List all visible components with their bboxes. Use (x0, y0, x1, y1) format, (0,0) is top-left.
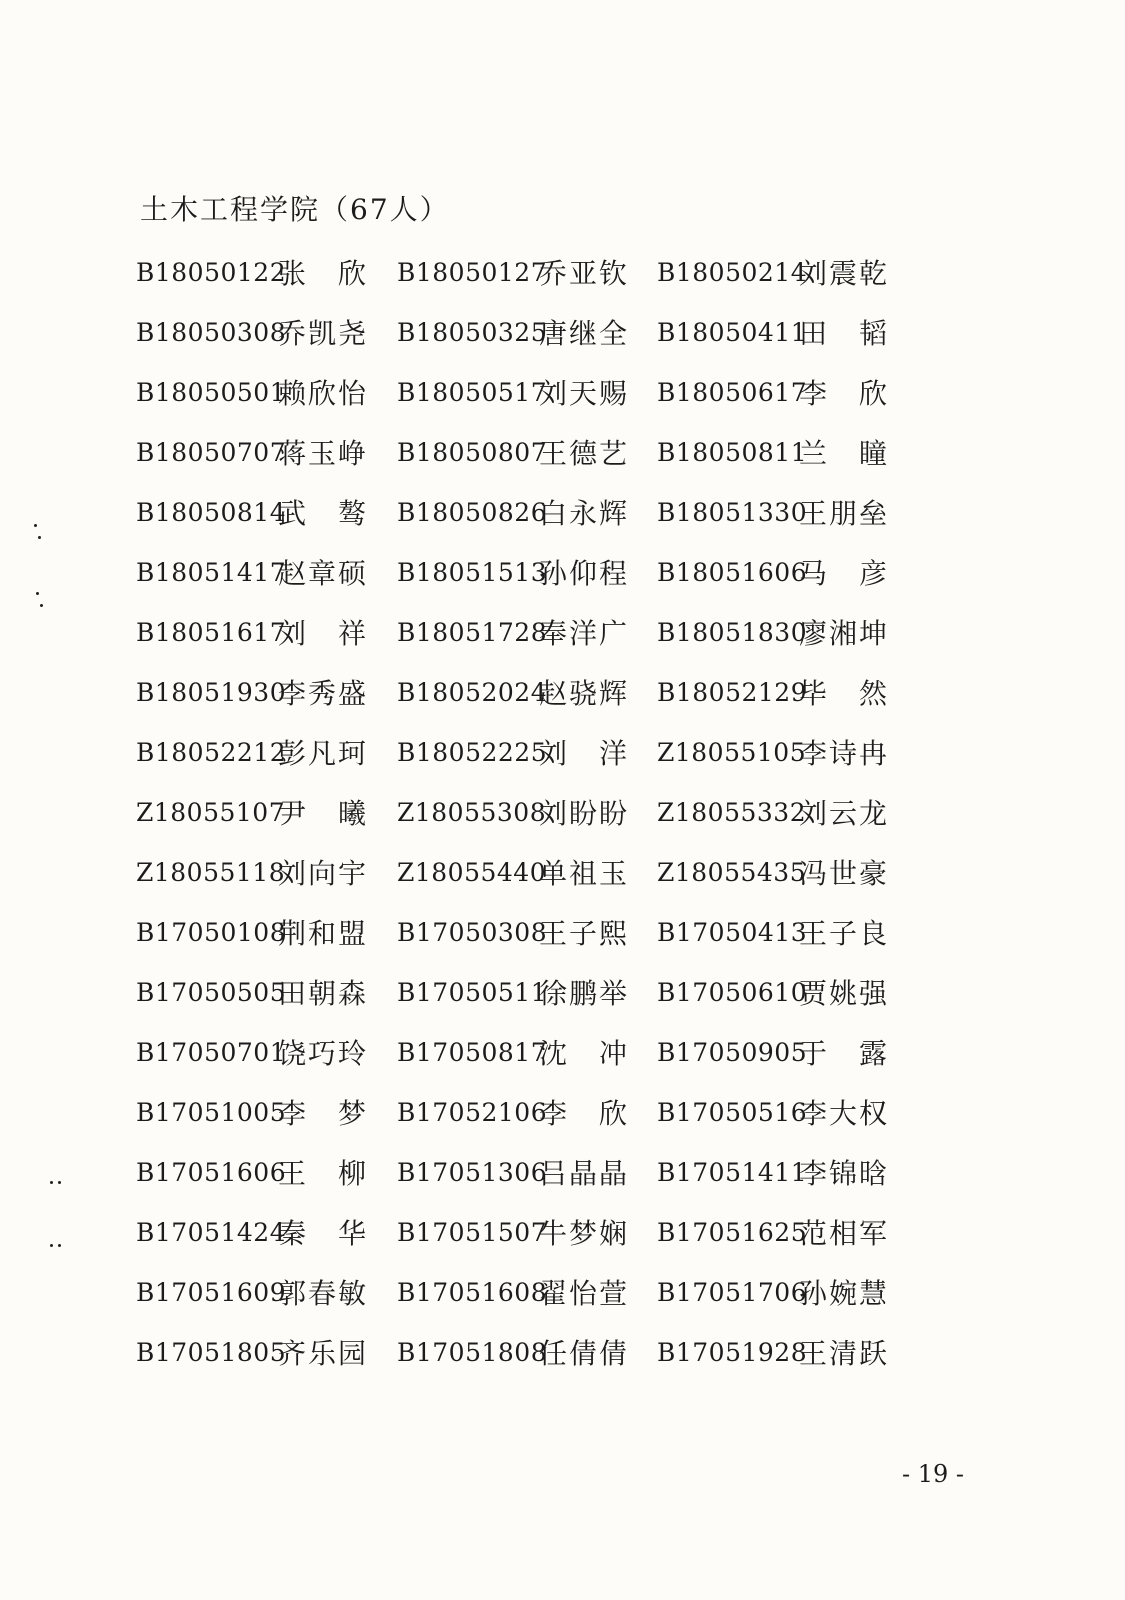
student-entry (397, 790, 629, 834)
student-id: B17051625 (657, 1217, 808, 1247)
student-id: B18052129 (657, 677, 808, 707)
roster-row (136, 250, 916, 310)
student-entry (136, 1330, 368, 1374)
student-name: 徐鹏举 (539, 977, 630, 1010)
student-name: 秦 华 (278, 1217, 368, 1250)
student-entry (136, 850, 368, 894)
student-entry (136, 670, 368, 714)
student-entry (136, 1030, 368, 1074)
student-entry (657, 1090, 889, 1134)
student-entry (136, 1210, 368, 1254)
student-name: 王子良 (799, 917, 890, 950)
student-entry (657, 250, 889, 294)
student-name: 范相军 (799, 1217, 890, 1250)
student-id: B18051617 (136, 617, 287, 647)
student-entry (657, 430, 889, 474)
student-name: 李诗冉 (799, 737, 890, 770)
student-id: B18050826 (397, 497, 548, 527)
student-name: 赵章硕 (278, 557, 369, 590)
scan-speck (58, 1244, 61, 1247)
roster-row (136, 430, 916, 490)
student-name: 沈 冲 (539, 1037, 629, 1070)
student-id: B18052024 (397, 677, 548, 707)
student-id: B18050501 (136, 377, 287, 407)
student-id: B17050516 (657, 1097, 808, 1127)
student-entry (397, 490, 629, 534)
student-id: B17051608 (397, 1277, 548, 1307)
student-entry (657, 1330, 889, 1374)
student-entry (397, 1270, 629, 1314)
student-name: 马 彦 (799, 557, 889, 590)
student-id: Z18055105 (657, 737, 807, 767)
student-id: B17051606 (136, 1157, 287, 1187)
student-name: 王 柳 (278, 1157, 368, 1190)
student-id: B17050505 (136, 977, 287, 1007)
student-id: B18050517 (397, 377, 548, 407)
student-id: B18051330 (657, 497, 808, 527)
student-id: B17050308 (397, 917, 548, 947)
student-id: Z18055118 (136, 857, 286, 887)
roster-row (136, 490, 916, 550)
student-entry (657, 1150, 889, 1194)
scan-speck (50, 1181, 53, 1184)
student-name: 乔亚钦 (539, 257, 630, 290)
student-id: B17051609 (136, 1277, 287, 1307)
student-id: B17051805 (136, 1337, 287, 1367)
roster-row (136, 1210, 916, 1270)
student-entry (397, 1030, 629, 1074)
student-name: 李 欣 (539, 1097, 629, 1130)
roster-row (136, 1330, 916, 1390)
student-name: 孙仰程 (539, 557, 630, 590)
student-id: B17050701 (136, 1037, 287, 1067)
student-name: 刘向宇 (278, 857, 369, 890)
student-entry (136, 490, 368, 534)
student-name: 乔凯尧 (278, 317, 369, 350)
student-entry (657, 970, 889, 1014)
student-entry (136, 550, 368, 594)
student-entry (397, 1330, 629, 1374)
student-entry (397, 310, 629, 354)
roster-row (136, 550, 916, 610)
student-entry (397, 970, 629, 1014)
student-name: 尹 曦 (278, 797, 368, 830)
scan-speck (38, 536, 41, 539)
scan-speck (50, 1244, 53, 1247)
student-id: B17051808 (397, 1337, 548, 1367)
student-id: B18051606 (657, 557, 808, 587)
student-id: B18050814 (136, 497, 287, 527)
scan-speck (40, 604, 43, 607)
student-id: Z18055107 (136, 797, 286, 827)
student-name: 李大权 (799, 1097, 890, 1130)
student-entry (136, 610, 368, 654)
student-name: 田 韬 (799, 317, 889, 350)
roster-row (136, 1270, 916, 1330)
student-entry (657, 310, 889, 354)
student-name: 张 欣 (278, 257, 368, 290)
student-name: 赵骁辉 (539, 677, 630, 710)
student-name: 廖湘坤 (799, 617, 890, 650)
student-id: B17050413 (657, 917, 808, 947)
student-id: B18050308 (136, 317, 287, 347)
student-id: B17050610 (657, 977, 808, 1007)
student-id: B17050905 (657, 1037, 808, 1067)
student-entry (397, 1090, 629, 1134)
student-id: B18051830 (657, 617, 808, 647)
student-entry (397, 370, 629, 414)
student-id: B17052106 (397, 1097, 548, 1127)
student-entry (136, 250, 368, 294)
student-name: 刘天赐 (539, 377, 630, 410)
student-entry (136, 910, 368, 954)
student-name: 赖欣怡 (278, 377, 369, 410)
roster-row (136, 370, 916, 430)
student-id: B18050127 (397, 257, 548, 287)
page-number: - 19 - (902, 1460, 965, 1488)
student-name: 吕晶晶 (539, 1157, 630, 1190)
student-entry (136, 1270, 368, 1314)
student-name: 唐继全 (539, 317, 630, 350)
student-name: 王清跃 (799, 1337, 890, 1370)
student-id: B17050511 (397, 977, 548, 1007)
student-name: 李秀盛 (278, 677, 369, 710)
student-entry (657, 1030, 889, 1074)
section-title: 土木工程学院（67人） (140, 193, 450, 226)
student-entry (657, 610, 889, 654)
student-entry (136, 790, 368, 834)
student-entry (136, 1150, 368, 1194)
student-id: B18050707 (136, 437, 287, 467)
student-name: 刘 祥 (278, 617, 368, 650)
student-id: Z18055435 (657, 857, 807, 887)
student-name: 蒋玉峥 (278, 437, 369, 470)
student-id: Z18055332 (657, 797, 807, 827)
roster-row (136, 730, 916, 790)
scan-speck (58, 1181, 61, 1184)
roster-row (136, 1090, 916, 1150)
student-name: 兰 瞳 (799, 437, 889, 470)
student-entry (397, 730, 629, 774)
student-id: B18050617 (657, 377, 808, 407)
student-entry (657, 370, 889, 414)
student-id: B18050807 (397, 437, 548, 467)
student-name: 刘 洋 (539, 737, 629, 770)
scan-speck (34, 524, 37, 527)
student-entry (397, 1150, 629, 1194)
student-id: B17051928 (657, 1337, 808, 1367)
student-entry (397, 550, 629, 594)
student-entry (657, 850, 889, 894)
student-name: 田朝森 (278, 977, 369, 1010)
student-name: 刘盼盼 (539, 797, 630, 830)
student-id: B17051424 (136, 1217, 287, 1247)
student-id: B18050325 (397, 317, 548, 347)
student-name: 李 梦 (278, 1097, 368, 1130)
student-name: 冯世豪 (799, 857, 890, 890)
student-name: 翟怡萱 (539, 1277, 630, 1310)
student-id: B18051513 (397, 557, 548, 587)
student-name: 孙婉慧 (799, 1277, 890, 1310)
student-id: B17050817 (397, 1037, 548, 1067)
student-id: B18052212 (136, 737, 287, 767)
student-name: 王朋垒 (799, 497, 890, 530)
student-id: B17051306 (397, 1157, 548, 1187)
student-id: B17051005 (136, 1097, 287, 1127)
student-name: 王子熙 (539, 917, 630, 950)
student-name: 彭凡珂 (278, 737, 369, 770)
student-entry (397, 430, 629, 474)
student-name: 于 露 (799, 1037, 889, 1070)
student-entry (397, 670, 629, 714)
student-entry (657, 550, 889, 594)
student-id: Z18055440 (397, 857, 547, 887)
student-id: B18050811 (657, 437, 808, 467)
student-name: 李锦晗 (799, 1157, 890, 1190)
student-entry (136, 970, 368, 1014)
student-name: 贾姚强 (799, 977, 890, 1010)
student-id: B18051728 (397, 617, 548, 647)
student-id: B18050122 (136, 257, 287, 287)
student-roster (136, 250, 916, 1390)
student-id: Z18055308 (397, 797, 547, 827)
student-entry (136, 310, 368, 354)
student-entry (136, 1090, 368, 1134)
student-entry (136, 430, 368, 474)
student-id: B18050411 (657, 317, 808, 347)
student-entry (397, 850, 629, 894)
roster-row (136, 1150, 916, 1210)
student-entry (657, 490, 889, 534)
student-id: B18051417 (136, 557, 287, 587)
student-name: 郭春敏 (278, 1277, 369, 1310)
roster-row (136, 910, 916, 970)
roster-row (136, 970, 916, 1030)
student-name: 齐乐园 (278, 1337, 369, 1370)
student-entry (397, 910, 629, 954)
student-entry (657, 910, 889, 954)
student-id: B17051411 (657, 1157, 808, 1187)
student-name: 牛梦娴 (539, 1217, 630, 1250)
student-name: 荆和盟 (278, 917, 369, 950)
student-id: B18051930 (136, 677, 287, 707)
roster-row (136, 1030, 916, 1090)
student-entry (657, 730, 889, 774)
student-name: 白永辉 (539, 497, 630, 530)
student-name: 毕 然 (799, 677, 889, 710)
student-name: 任倩倩 (539, 1337, 630, 1370)
student-name: 单祖玉 (539, 857, 630, 890)
student-id: B17050108 (136, 917, 287, 947)
student-entry (397, 1210, 629, 1254)
student-entry (657, 1210, 889, 1254)
student-name: 饶巧玲 (278, 1037, 369, 1070)
student-name: 奉洋广 (539, 617, 630, 650)
student-entry (657, 790, 889, 834)
student-name: 武 骜 (278, 497, 368, 530)
student-name: 刘云龙 (799, 797, 890, 830)
student-entry (397, 250, 629, 294)
student-entry (657, 670, 889, 714)
roster-row (136, 790, 916, 850)
student-id: B18052225 (397, 737, 548, 767)
student-entry (397, 610, 629, 654)
roster-row (136, 850, 916, 910)
student-entry (136, 730, 368, 774)
student-name: 李 欣 (799, 377, 889, 410)
student-name: 刘震乾 (799, 257, 890, 290)
roster-row (136, 670, 916, 730)
student-id: B17051706 (657, 1277, 808, 1307)
student-id: B17051507 (397, 1217, 548, 1247)
student-name: 王德艺 (539, 437, 630, 470)
roster-row (136, 310, 916, 370)
student-entry (136, 370, 368, 414)
scan-speck (36, 592, 39, 595)
student-id: B18050214 (657, 257, 808, 287)
roster-row (136, 610, 916, 670)
student-entry (657, 1270, 889, 1314)
